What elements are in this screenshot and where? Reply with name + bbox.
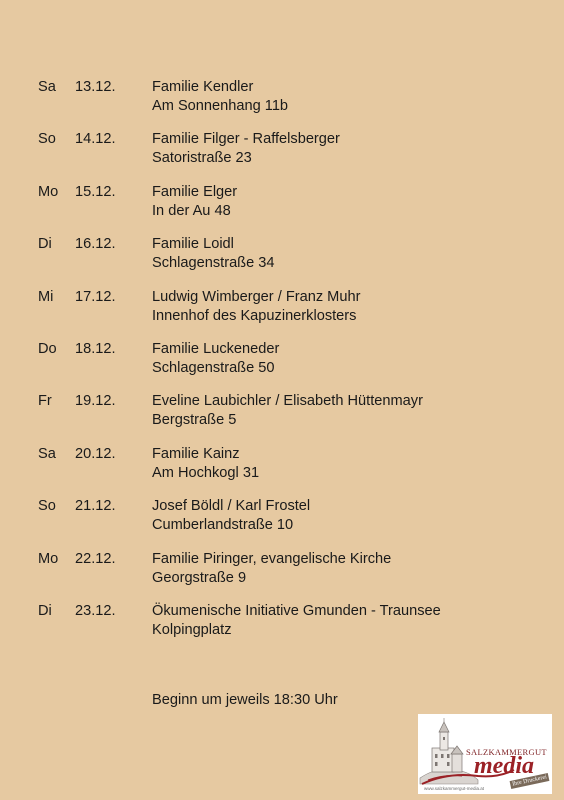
entry-date: 23.12. <box>75 602 116 619</box>
logo-word-media: media <box>474 753 534 779</box>
schedule-entry <box>0 130 564 182</box>
entry-date: 14.12. <box>75 131 116 148</box>
entry-address: In der Au 48 <box>152 202 231 219</box>
entry-date: 16.12. <box>75 236 116 253</box>
entry-address: Kolpingplatz <box>152 621 232 638</box>
schedule-entry <box>0 183 564 235</box>
entry-day: Mo <box>38 550 59 567</box>
entry-day: So <box>38 498 56 515</box>
salzkammergut-media-logo <box>418 714 552 794</box>
entry-address: Am Sonnenhang 11b <box>152 98 289 114</box>
entry-address: Schlagenstraße 50 <box>152 359 275 376</box>
logo-url: www.salzkammergut-media.at <box>424 786 485 791</box>
entry-day: Fr <box>38 393 52 410</box>
entry-date: 22.12. <box>75 550 116 567</box>
entry-day: Sa <box>38 79 56 95</box>
entry-host: Familie Elger <box>152 183 238 200</box>
entry-day: Mi <box>38 288 54 305</box>
schedule-entry <box>0 235 564 287</box>
entry-address: Innenhof des Kapuzinerklosters <box>152 307 357 324</box>
entry-host: Familie Filger - Raffelsberger <box>152 131 340 148</box>
entry-host: Eveline Laubichler / Elisabeth Hüttenmayr <box>152 393 423 410</box>
entry-address: Am Hochkogl 31 <box>152 464 260 481</box>
entry-day: Sa <box>38 445 56 462</box>
schedule-list <box>0 78 564 654</box>
entry-date: 20.12. <box>75 445 116 462</box>
entry-host: Familie Loidl <box>152 236 234 253</box>
entry-address: Satoristraße 23 <box>152 150 252 167</box>
entry-date: 18.12. <box>75 340 116 357</box>
entry-date: 19.12. <box>75 393 116 410</box>
entry-day: Do <box>38 340 57 357</box>
schedule-entry <box>0 340 564 392</box>
entry-address: Schlagenstraße 34 <box>152 255 275 272</box>
entry-day: Mo <box>38 183 59 200</box>
logo-word-salzkammergut: SALZKAMMERGUT <box>466 747 547 757</box>
entry-address: Georgstraße 9 <box>152 569 247 586</box>
start-time-note: Beginn um jeweils 18:30 Uhr <box>152 692 338 708</box>
entry-host: Familie Kainz <box>152 445 240 462</box>
schedule-entry <box>0 445 564 497</box>
schedule-entry <box>0 497 564 549</box>
schedule-entry <box>0 78 564 130</box>
entry-host: Familie Kendler <box>152 79 254 95</box>
entry-host: Josef Böldl / Karl Frostel <box>152 498 311 515</box>
entry-host: Familie Luckeneder <box>152 340 280 357</box>
entry-host: Familie Piringer, evangelische Kirche <box>152 550 392 567</box>
entry-host: Ökumenische Initiative Gmunden - Traunsee <box>152 602 441 619</box>
entry-address: Bergstraße 5 <box>152 412 237 429</box>
entry-date: 13.12. <box>75 79 116 95</box>
entry-day: Di <box>38 236 52 253</box>
entry-host: Ludwig Wimberger / Franz Muhr <box>152 288 361 305</box>
schedule-entry <box>0 550 564 602</box>
entry-day: Di <box>38 602 52 619</box>
schedule-entry <box>0 288 564 340</box>
entry-address: Cumberlandstraße 10 <box>152 517 294 534</box>
entry-day: So <box>38 131 56 148</box>
logo-tagline: Ihre Druckerei <box>510 773 550 789</box>
schedule-entry <box>0 602 564 654</box>
schedule-entry <box>0 392 564 444</box>
entry-date: 17.12. <box>75 288 116 305</box>
entry-date: 21.12. <box>75 498 116 515</box>
entry-date: 15.12. <box>75 183 116 200</box>
